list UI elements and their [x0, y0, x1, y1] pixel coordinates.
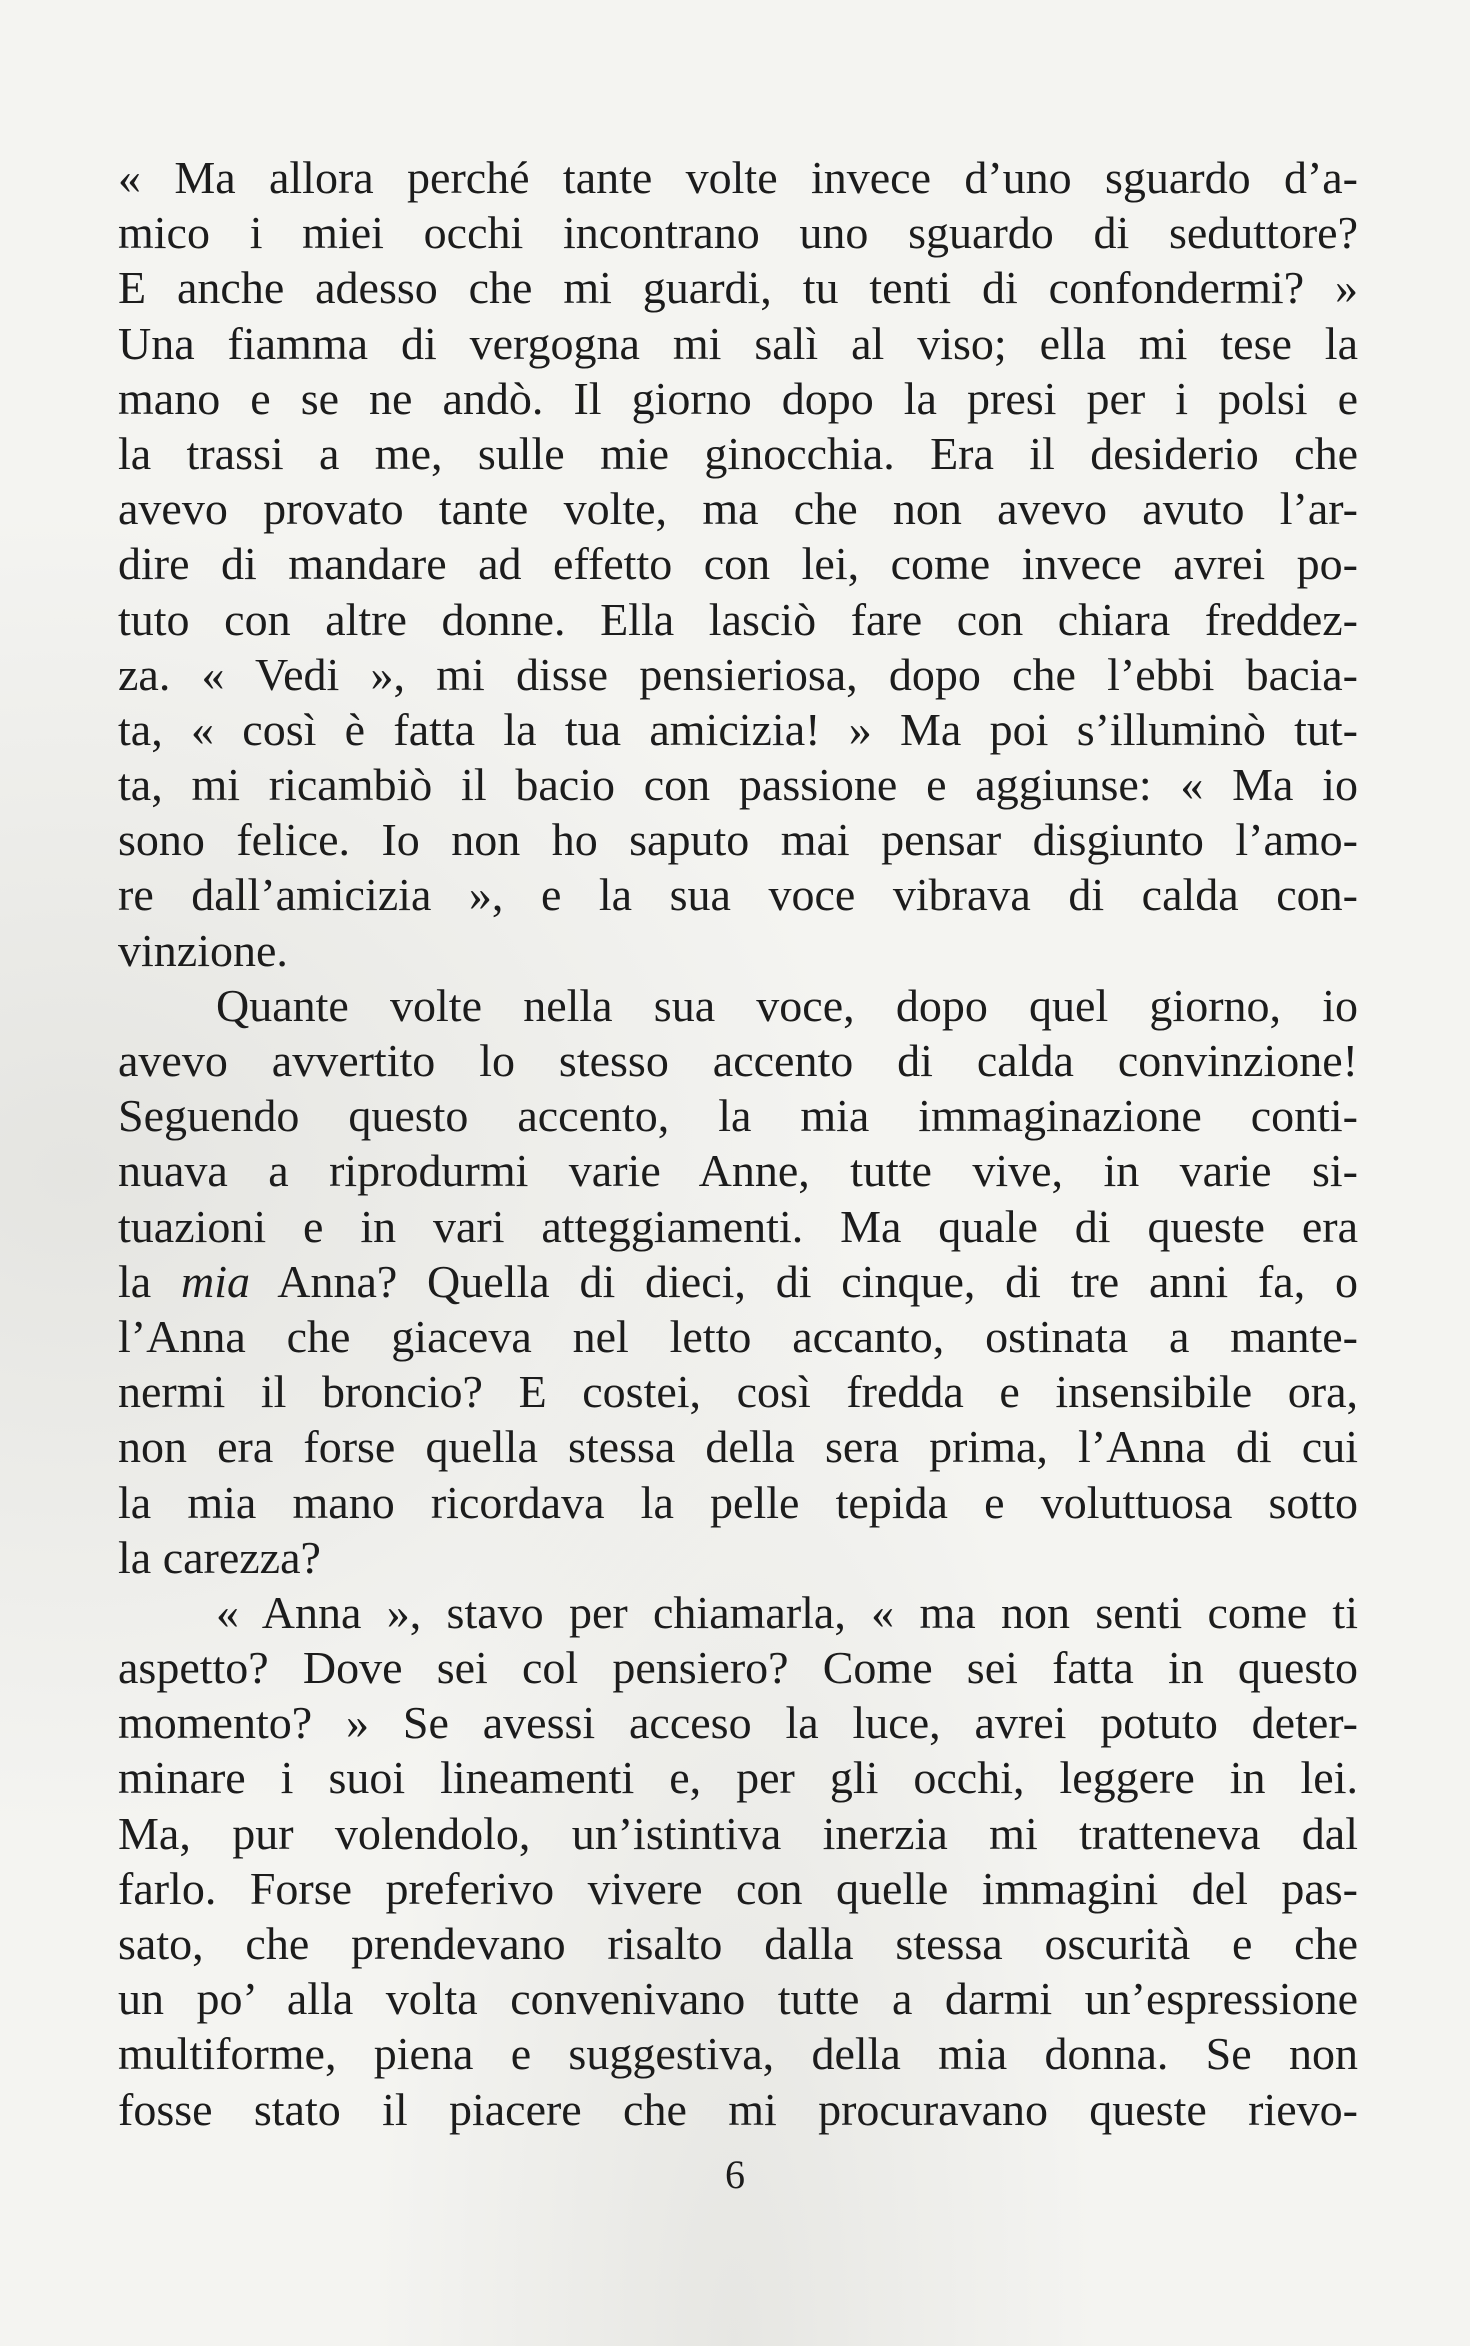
text-line: nuava a riprodurmi varie Anne, tutte vive, in varie si-	[118, 1145, 1358, 1197]
page-number: 6	[725, 2152, 745, 2197]
text-line: Ma, pur volendolo, un’istintiva inerzia mi tratteneva dal	[118, 1807, 1358, 1859]
text-line: dire di mandare ad effetto con lei, come invece avrei po-	[118, 538, 1358, 590]
text-line: sato, che prendevano risalto dalla stessa oscurità e che	[118, 1918, 1358, 1969]
text-line: « Ma allora perché tante volte invece d’uno sguardo d’a-	[118, 152, 1358, 203]
text-line: minare i suoi lineamenti e, per gli occhi, leggere in lei.	[118, 1752, 1358, 1804]
text-line: E anche adesso che mi guardi, tu tenti di confondermi? »	[118, 262, 1358, 314]
text-line: non era forse quella stessa della sera prima, l’Anna di cui	[118, 1421, 1358, 1473]
text-line: aspetto? Dove sei col pensiero? Come sei fatta in questo	[118, 1642, 1358, 1694]
text-line: la trassi a me, sulle mie ginocchia. Era il desiderio che	[118, 427, 1358, 479]
body-text	[118, 150, 1358, 2137]
text-line: tuto con altre donne. Ella lasciò fare con chiara freddez-	[118, 593, 1358, 645]
text-line: ta, « così è fatta la tua amicizia! » Ma poi s’illuminò tut-	[118, 703, 1358, 755]
text-segment: la	[118, 1255, 181, 1307]
text-line: un po’ alla volta convenivano tutte a darmi un’espressione	[118, 1973, 1358, 2025]
text-line: ta, mi ricambiò il bacio con passione e aggiunse: « Ma io	[118, 759, 1358, 811]
text-line: Una fiamma di vergogna mi salì al viso; ella mi tese la	[118, 317, 1358, 369]
text-line: za. « Vedi », mi disse pensieriosa, dopo che l’ebbi bacia-	[118, 648, 1358, 700]
italic-word: mia	[180, 1255, 250, 1307]
text-line: mano e se ne andò. Il giorno dopo la presi per i polsi e	[118, 372, 1358, 424]
text-line: farlo. Forse preferivo vivere con quelle immagini del pas-	[118, 1862, 1358, 1914]
text-line: l’Anna che giaceva nel letto accanto, ostinata a mante-	[118, 1310, 1358, 1362]
text-line: avevo avvertito lo stesso accento di calda convinzione!	[118, 1035, 1358, 1086]
text-line: la mia mano ricordava la pelle tepida e voluttuosa sotto	[118, 1476, 1358, 1528]
text-line: nermi il broncio? E costei, così fredda e insensibile ora,	[118, 1366, 1358, 1418]
paragraph-end-line: vinzione.	[118, 924, 288, 976]
paragraph-start-line: « Anna », stavo per chiamarla, « ma non senti come ti	[216, 1586, 1358, 1638]
text-line: avevo provato tante volte, ma che non avevo avuto l’ar-	[118, 483, 1358, 535]
text-line-with-italic	[118, 1254, 1358, 1309]
paragraph-start-line: Quante volte nella sua voce, dopo quel giorno, io	[216, 979, 1358, 1031]
paragraph-end-line: la carezza?	[118, 1531, 321, 1583]
text-line: tuazioni e in vari atteggiamenti. Ma quale di queste era	[118, 1200, 1358, 1252]
text-line: re dall’amicizia », e la sua voce vibrava di calda con-	[118, 869, 1358, 921]
text-line: mico i miei occhi incontrano uno sguardo di seduttore?	[118, 207, 1358, 259]
text-line: fosse stato il piacere che mi procuravano queste rievo-	[118, 2083, 1358, 2135]
text-line: sono felice. Io non ho saputo mai pensar disgiunto l’amo-	[118, 814, 1358, 866]
text-line: Seguendo questo accento, la mia immaginazione conti-	[118, 1090, 1358, 1142]
text-line: multiforme, piena e suggestiva, della mia donna. Se non	[118, 2028, 1358, 2080]
text-line: momento? » Se avessi acceso la luce, avrei potuto deter-	[118, 1697, 1358, 1749]
text-segment: Anna? Quella di dieci, di cinque, di tre anni fa, o	[249, 1255, 1358, 1307]
